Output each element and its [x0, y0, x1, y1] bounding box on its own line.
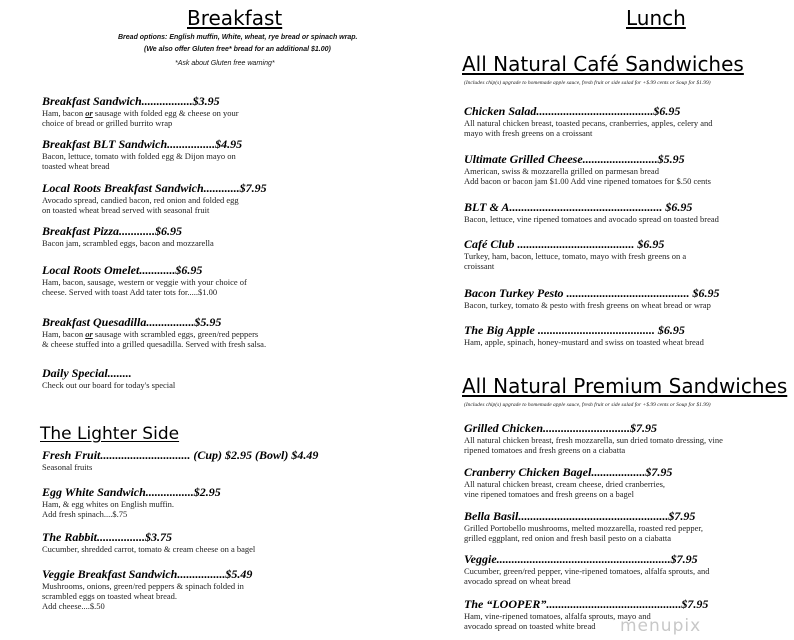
item-title: Ultimate Grilled Cheese.........................$5.95	[464, 152, 685, 166]
item-title: Local Roots Breakfast Sandwich............$7.95	[42, 181, 267, 195]
menu-item-breakfast-pizza	[42, 224, 214, 248]
menupix-watermark: menupix	[620, 616, 702, 636]
item-description: choice of bread or grilled burrito wrap	[42, 118, 173, 128]
premium-sandwiches-heading: All Natural Premium Sandwiches	[462, 374, 788, 398]
menu-item-daily-special	[42, 366, 175, 390]
item-description: on toasted wheat bread served with seasonal fruit	[42, 205, 210, 215]
cafe-sandwiches-heading: All Natural Café Sandwiches	[462, 52, 744, 76]
item-description: Ham, apple, spinach, honey-mustard and swiss on toasted wheat bread	[464, 337, 704, 347]
item-description: Bacon jam, scrambled eggs, bacon and mozzarella	[42, 238, 214, 248]
item-title: Café Club ....................................... $6.95	[464, 237, 665, 251]
item-description: Add cheese....$.50	[42, 601, 105, 611]
menu-item-cafe-club	[464, 237, 686, 271]
menu-item-local-roots-omelet	[42, 263, 247, 297]
item-description: Cucumber, shredded carrot, tomato & cream cheese on a bagel	[42, 544, 256, 554]
gluten-free-note: (We also offer Gluten free* bread for an additional $1.00)	[144, 46, 331, 53]
item-title: Grilled Chicken.............................$7.95	[464, 421, 658, 435]
menu-item-breakfast-quesadilla	[42, 315, 266, 349]
item-description: Bacon, lettuce, tomato with folded egg & Dijon mayo on	[42, 151, 236, 161]
item-description: All natural chicken breast, toasted pecans, cranberries, apples, celery and	[464, 118, 713, 128]
item-title: Egg White Sandwich................$2.95	[42, 485, 221, 499]
item-description: vine ripened tomatoes and fresh greens on a bagel	[464, 489, 634, 499]
menu-item-breakfast-blt	[42, 137, 242, 171]
item-description: Avocado spread, candied bacon, red onion and folded egg	[42, 195, 239, 205]
item-description: croissant	[464, 261, 495, 271]
item-description: Turkey, ham, bacon, lettuce, tomato, mayo with fresh greens on a	[464, 251, 687, 261]
item-description	[42, 108, 239, 118]
item-title: Breakfast BLT Sandwich................$4.95	[42, 137, 243, 151]
menu-item-fresh-fruit	[42, 448, 318, 472]
desc-emphasis: or	[85, 329, 93, 339]
item-description: grilled eggplant, red onion and fresh basil pesto on a ciabatta	[464, 533, 672, 543]
cafe-sides-note: (Includes chip(s) upgrade to homemade apple sauce, fresh fruit or side salad for +$.99 cents or Soup for $1.99)	[464, 80, 711, 86]
item-title: The Rabbit................$3.75	[42, 530, 173, 544]
item-description: Bacon, lettuce, vine ripened tomatoes and avocado spread on toasted bread	[464, 214, 719, 224]
item-description: Ham, bacon, sausage, western or veggie with your choice of	[42, 277, 247, 287]
lighter-side-heading: The Lighter Side	[40, 424, 180, 444]
item-description: Grilled Portobello mushrooms, melted mozzarella, roasted red pepper,	[464, 523, 704, 533]
lunch-heading: Lunch	[626, 6, 686, 30]
item-description: Ham, & egg whites on English muffin.	[42, 499, 175, 509]
item-description: All natural chicken breast, cream cheese, dried cranberries,	[464, 479, 666, 489]
menu-item-breakfast-sandwich	[42, 94, 239, 128]
menu-item-ultimate-grilled-cheese	[464, 152, 711, 186]
item-description: & cheese stuffed into a grilled quesadilla. Served with fresh salsa.	[42, 339, 267, 349]
item-title: The “LOOPER”.............................................$7.95	[464, 597, 709, 611]
item-title: Bella Basil..................................................$7.95	[464, 509, 696, 523]
item-description: cheese. Served with toast Add tater tots for.....$1.00	[42, 287, 218, 297]
menu-item-cranberry-chicken-bagel	[464, 465, 672, 499]
item-description: American, swiss & mozzarella grilled on parmesan bread	[464, 166, 659, 176]
item-title: Daily Special........	[42, 366, 132, 380]
item-title: Breakfast Pizza............$6.95	[42, 224, 183, 238]
item-description: Bacon, turkey, tomato & pesto with fresh greens on wheat bread or wrap	[464, 300, 711, 310]
item-title: Fresh Fruit.............................. (Cup) $2.95 (Bowl) $4.49	[42, 448, 319, 462]
item-description: Seasonal fruits	[42, 462, 93, 472]
desc-text: Ham, bacon	[42, 329, 84, 339]
desc-text: Ham, bacon	[42, 108, 84, 118]
item-description: Check out our board for today's special	[42, 380, 176, 390]
item-description: mayo with fresh greens on a croissant	[464, 128, 593, 138]
item-description	[42, 329, 266, 339]
premium-sides-note: (Includes chip(s) upgrade to homemade apple sauce, fresh fruit or side salad for +$.99 cents or Soup for $1.99)	[464, 402, 711, 408]
menu-item-chicken-salad	[464, 104, 713, 138]
item-title: Breakfast Quesadilla................$5.95	[42, 315, 222, 329]
item-title: Breakfast Sandwich.................$3.95	[42, 94, 220, 108]
item-description: ripened tomatoes and fresh greens on a ciabatta	[464, 445, 626, 455]
menu-item-the-rabbit	[42, 530, 255, 554]
item-description: Add fresh spinach....$.75	[42, 509, 128, 519]
item-title: BLT & A................................................... $6.95	[464, 200, 693, 214]
desc-text: sausage with folded egg & cheese on your	[94, 108, 239, 118]
item-title: Chicken Salad.......................................$6.95	[464, 104, 681, 118]
item-title: Bacon Turkey Pesto ......................................... $6.95	[464, 286, 720, 300]
item-description: Mushrooms, onions, green/red peppers & spinach folded in	[42, 581, 244, 591]
item-description: avocado spread on wheat bread	[464, 576, 571, 586]
breakfast-heading: Breakfast	[187, 6, 283, 30]
menu-item-veggie-breakfast-sandwich	[42, 567, 252, 611]
menu-item-egg-white-sandwich	[42, 485, 221, 519]
item-title: Veggie Breakfast Sandwich................$5.49	[42, 567, 253, 581]
item-title: Veggie..........................................................$7.95	[464, 552, 698, 566]
desc-text: sausage with scrambled eggs, green/red peppers	[94, 329, 259, 339]
bread-options-note: Bread options: English muffin, White, wheat, rye bread or spinach wrap.	[118, 34, 358, 41]
item-description: scrambled eggs on toasted wheat bread.	[42, 591, 178, 601]
item-title: The Big Apple ....................................... $6.95	[464, 323, 685, 337]
item-description: toasted wheat bread	[42, 161, 110, 171]
item-description: All natural chicken breast, fresh mozzarella, sun dried tomato dressing, vine	[464, 435, 723, 445]
menu-item-veggie	[464, 552, 710, 586]
menu-item-bella-basil	[464, 509, 703, 543]
menu-item-local-roots-breakfast-sandwich	[42, 181, 267, 215]
item-description: Add bacon or bacon jam $1.00 Add vine ripened tomatoes for $.50 cents	[464, 176, 711, 186]
menu-item-bacon-turkey-pesto	[464, 286, 720, 310]
menu-item-the-big-apple	[464, 323, 704, 347]
item-description: avocado spread on toasted white bread	[464, 621, 596, 631]
menu-item-blt-and-a	[464, 200, 719, 224]
gluten-warning-note: *Ask about Gluten free warning*	[175, 60, 275, 67]
item-title: Cranberry Chicken Bagel..................$7.95	[464, 465, 673, 479]
item-title: Local Roots Omelet............$6.95	[42, 263, 203, 277]
menu-item-grilled-chicken	[464, 421, 723, 455]
desc-emphasis: or	[85, 108, 93, 118]
item-description: Cucumber, green/red pepper, vine-ripened tomatoes, alfalfa sprouts, and	[464, 566, 710, 576]
item-description: Ham, vine-ripened tomatoes, alfalfa sprouts, mayo and	[464, 611, 651, 621]
